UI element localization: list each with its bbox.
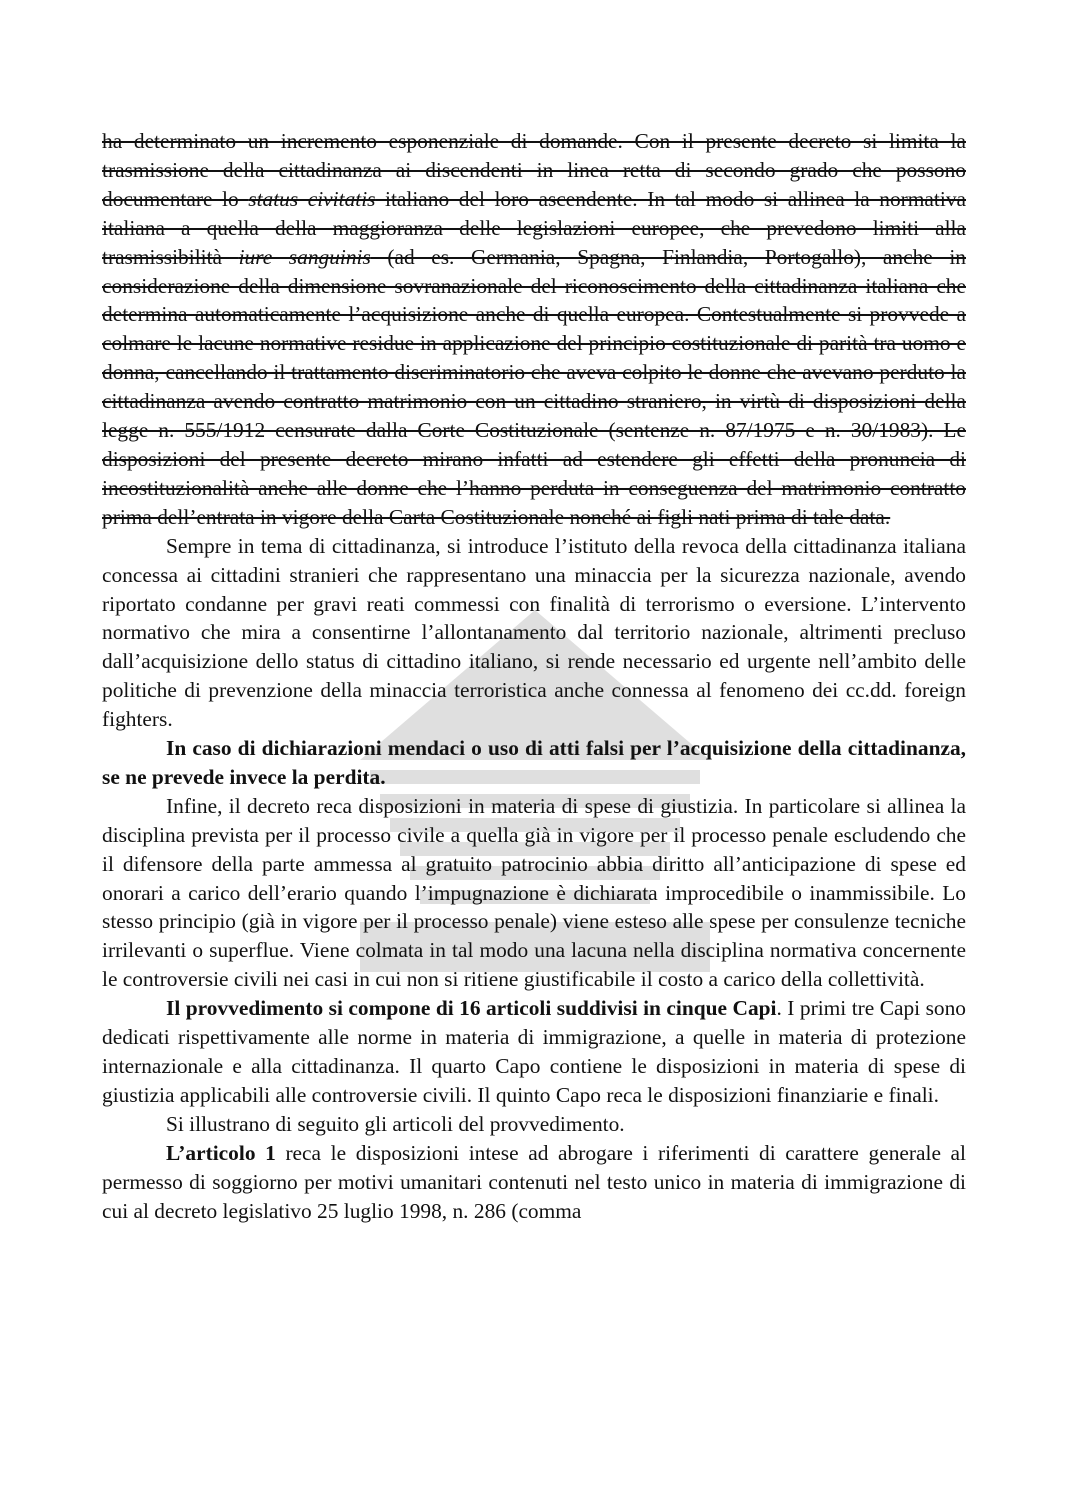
- struck-italic-term: iure sanguinis: [238, 244, 371, 269]
- struck-text-part: ha determinato un incremento esponenziale di domande. Con il presente decreto si limita la trasmissione della cittadinanza ai discendenti in linea retta di secondo grado che possono documentare lo: [102, 129, 966, 211]
- paragraph-perdita: In caso di dichiarazioni mendaci o uso di atti falsi per l’acquisizione della cittadinanza, se ne prevede invece la perdita.: [102, 736, 966, 789]
- struttura-text: . I primi tre Capi sono dedicati rispettivamente alle norme in materia di immigrazione, a quelle in materia di protezione internazionale e alla cittadinanza. Il quarto Capo contiene le disposizioni in materia di spese di giustizia applicabili alle controversie civili. Il quinto Capo reca le disposizioni finanziarie e finali.: [102, 996, 966, 1107]
- paragraph-articolo-1: [102, 1139, 966, 1226]
- struck-paragraph: [102, 127, 966, 532]
- struck-text-part: (ad es. Germania, Spagna, Finlandia, Portogallo), anche in considerazione della dimensione sovranazionale del riconoscimento della cittadinanza italiana che determina automaticamente l’acquisizione anche di quella europea. Contestualmente si provvede a colmare le lacune normative residue in applicazione del principio costituzionale di parità tra uomo e donna, cancellando il trattamento discriminatorio che aveva colpito le donne che avevano perduto la cittadinanza avendo contratto matrimonio con un cittadino straniero, in virtù di disposizioni della legge n. 555/1912 censurate dalla Corte Costituzionale (sentenze n. 87/1975 e n. 30/1983). Le disposizioni del presente decreto mirano infatti ad estendere gli effetti della pronuncia di incostituzionalità anche alle donne che l’hanno perduta in conseguenza del matrimonio contratto prima dell’entrata in vigore della Carta Costituzionale nonché ai figli nati prima di tale data.: [102, 244, 966, 529]
- struck-italic-term: status civitatis: [248, 186, 376, 211]
- struck-text-part: italiano del loro ascendente. In tal modo si allinea la normativa italiana a quella della maggioranza delle legislazioni europee, che prevedono limiti alla trasmissibilità: [102, 186, 967, 269]
- paragraph-spese-giustizia: Infine, il decreto reca disposizioni in materia di spese di giustizia. In particolare si allinea la disciplina prevista per il processo civile a quella già in vigore per il processo penale escludendo che il difensore della parte ammessa al gratuito patrocinio abbia diritto all’anticipazione di spese ed onorari a carico dell’erario quando l’impugnazione è dichiarata improcedibile o inammissibile. Lo stesso principio (già in vigore per il processo penale) viene esteso alle spese per consulenze tecniche irrilevanti o superflue. Viene colmata in tal modo una lacuna nella disciplina normativa concernente le controversie civili nei casi in cui non si ritiene giustificabile il costo a carico della collettività.: [102, 793, 966, 992]
- struttura-bold-text: Il provvedimento si compone di 16 articoli suddivisi in cinque Capi: [166, 996, 777, 1021]
- document-body: [102, 127, 966, 1225]
- paragraph-revoca: Sempre in tema di cittadinanza, si introduce l’istituto della revoca della cittadinanza italiana concessa ai cittadini stranieri che rappresentano una minaccia per la sicurezza nazionale, avendo riportato condanne per gravi reati commessi con finalità di terrorismo o eversione. L’intervento normativo che mira a consentirne l’allontanamento dal territorio nazionale, altrimenti precluso dall’acquisizione dello status di cittadino italiano, si rende necessario ed urgente nell’ambito delle politiche di prevenzione della minaccia terroristica anche connessa al fenomeno dei cc.dd. foreign fighters.: [102, 533, 966, 732]
- articolo-1-text: reca le disposizioni intese ad abrogare i riferimenti di carattere generale al permesso di soggiorno per motivi umanitari contenuti nel testo unico in materia di immigrazione di cui al decreto legislativo 25 luglio 1998, n. 286 (comma: [102, 1140, 966, 1223]
- paragraph-illustrano: Si illustrano di seguito gli articoli del provvedimento.: [166, 1111, 625, 1136]
- articolo-1-label: L’articolo 1: [166, 1140, 276, 1165]
- paragraph-struttura: [102, 994, 966, 1110]
